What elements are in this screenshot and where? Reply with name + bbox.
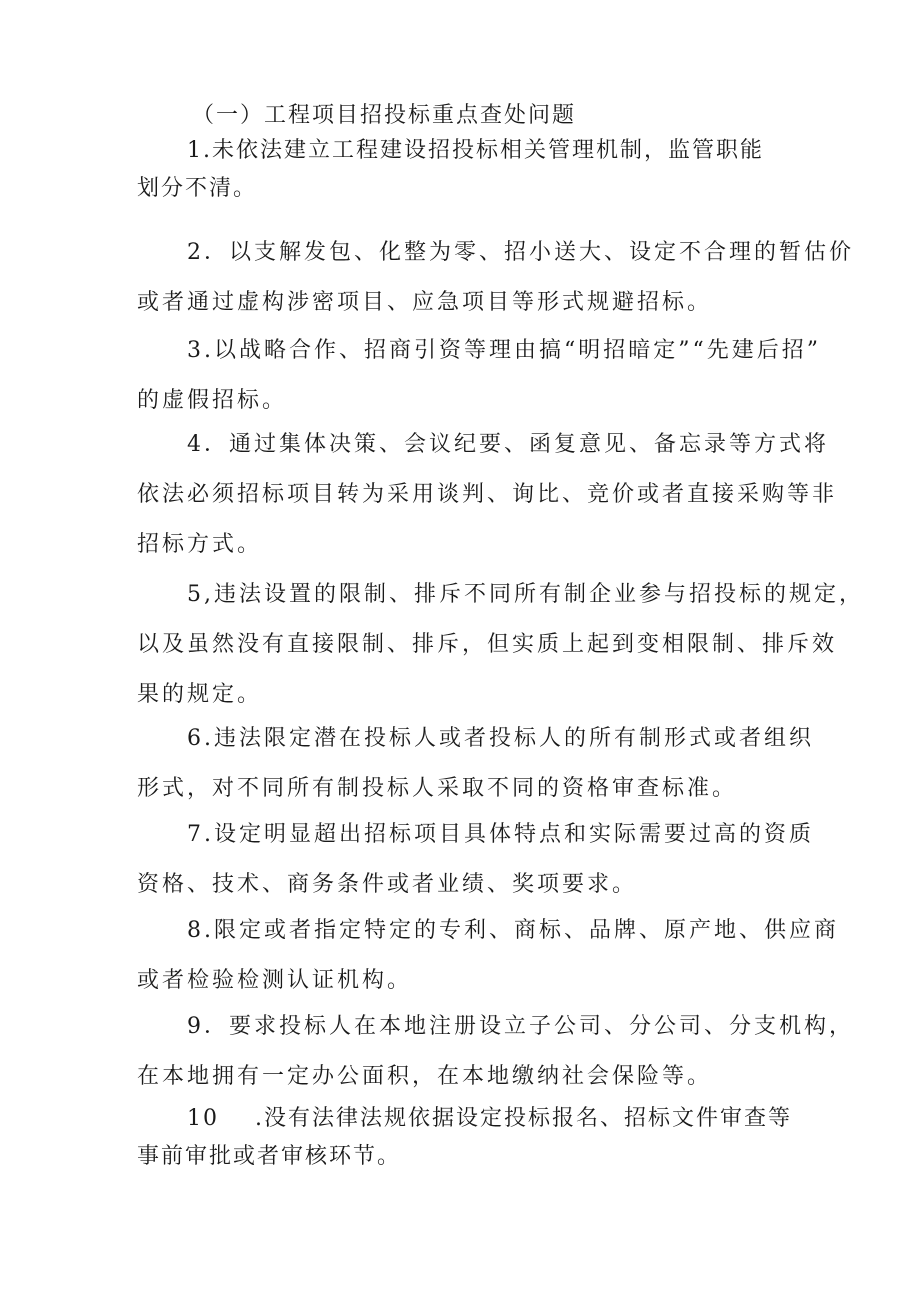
item-paragraph-1 [137,132,797,208]
paragraph-line: 依法必须招标项目转为采用谈判、询比、竞价或者直接采购等非 [137,482,838,507]
item-paragraph-6 [137,714,814,814]
paragraph-line: 果的规定。 [137,682,263,707]
item-paragraph-3 [137,326,821,426]
paragraph-line: 或者检验检测认证机构。 [137,968,413,993]
paragraph-line: 6.违法限定潜在投标人或者投标人的所有制形式或者组织 [187,726,814,751]
paragraph-line: 资格、技术、商务条件或者业绩、奖项要求。 [137,872,638,897]
paragraph-line: 或者通过虚构涉密项目、应急项目等形式规避招标。 [137,290,713,315]
paragraph-line: 1.未依法建立工程建设招投标相关管理机制，监管职能 [187,138,764,163]
paragraph-line: 2．以支解发包、化整为零、招小送大、设定不合理的暂估价 [187,240,854,265]
item-paragraph-9 [137,1002,854,1102]
paragraph-line: 7.设定明显超出招标项目具体特点和实际需要过高的资质 [187,822,814,847]
paragraph-line: 的虚假招标。 [137,388,288,413]
paragraph-line: 事前审批或者审核环节。 [137,1144,402,1169]
item-paragraph-10 [137,1100,797,1176]
paragraph-line: 在本地拥有一定办公面积，在本地缴纳社会保险等。 [137,1064,713,1089]
item-paragraph-8 [137,906,839,1006]
paragraph-line: 招标方式。 [137,532,263,557]
paragraph-line: 5,违法设置的限制、排斥不同所有制企业参与招投标的规定， [187,582,864,607]
paragraph-line: 8.限定或者指定特定的专利、商标、品牌、原产地、供应商 [187,918,839,943]
paragraph-line: 3.以战略合作、招商引资等理由搞“明招暗定”“先建后招” [187,338,821,363]
paragraph-line: 形式，对不同所有制投标人采取不同的资格审查标准。 [137,776,738,801]
paragraph-line: 划分不清。 [137,176,258,201]
paragraph-line: 9．要求投标人在本地注册设立子公司、分公司、分支机构， [187,1014,854,1039]
section-heading: （一）工程项目招投标重点查处问题 [192,103,577,128]
paragraph-line: 10 .没有法律法规依据设定投标报名、招标文件审查等 [187,1106,792,1131]
item-paragraph-4 [137,420,838,570]
paragraph-line: 以及虽然没有直接限制、排斥，但实质上起到变相限制、排斥效 [137,632,838,657]
paragraph-line: 4．通过集体决策、会议纪要、函复意见、备忘录等方式将 [187,432,829,457]
item-paragraph-7 [137,810,814,910]
item-paragraph-5 [137,570,864,720]
item-paragraph-2 [137,228,854,328]
